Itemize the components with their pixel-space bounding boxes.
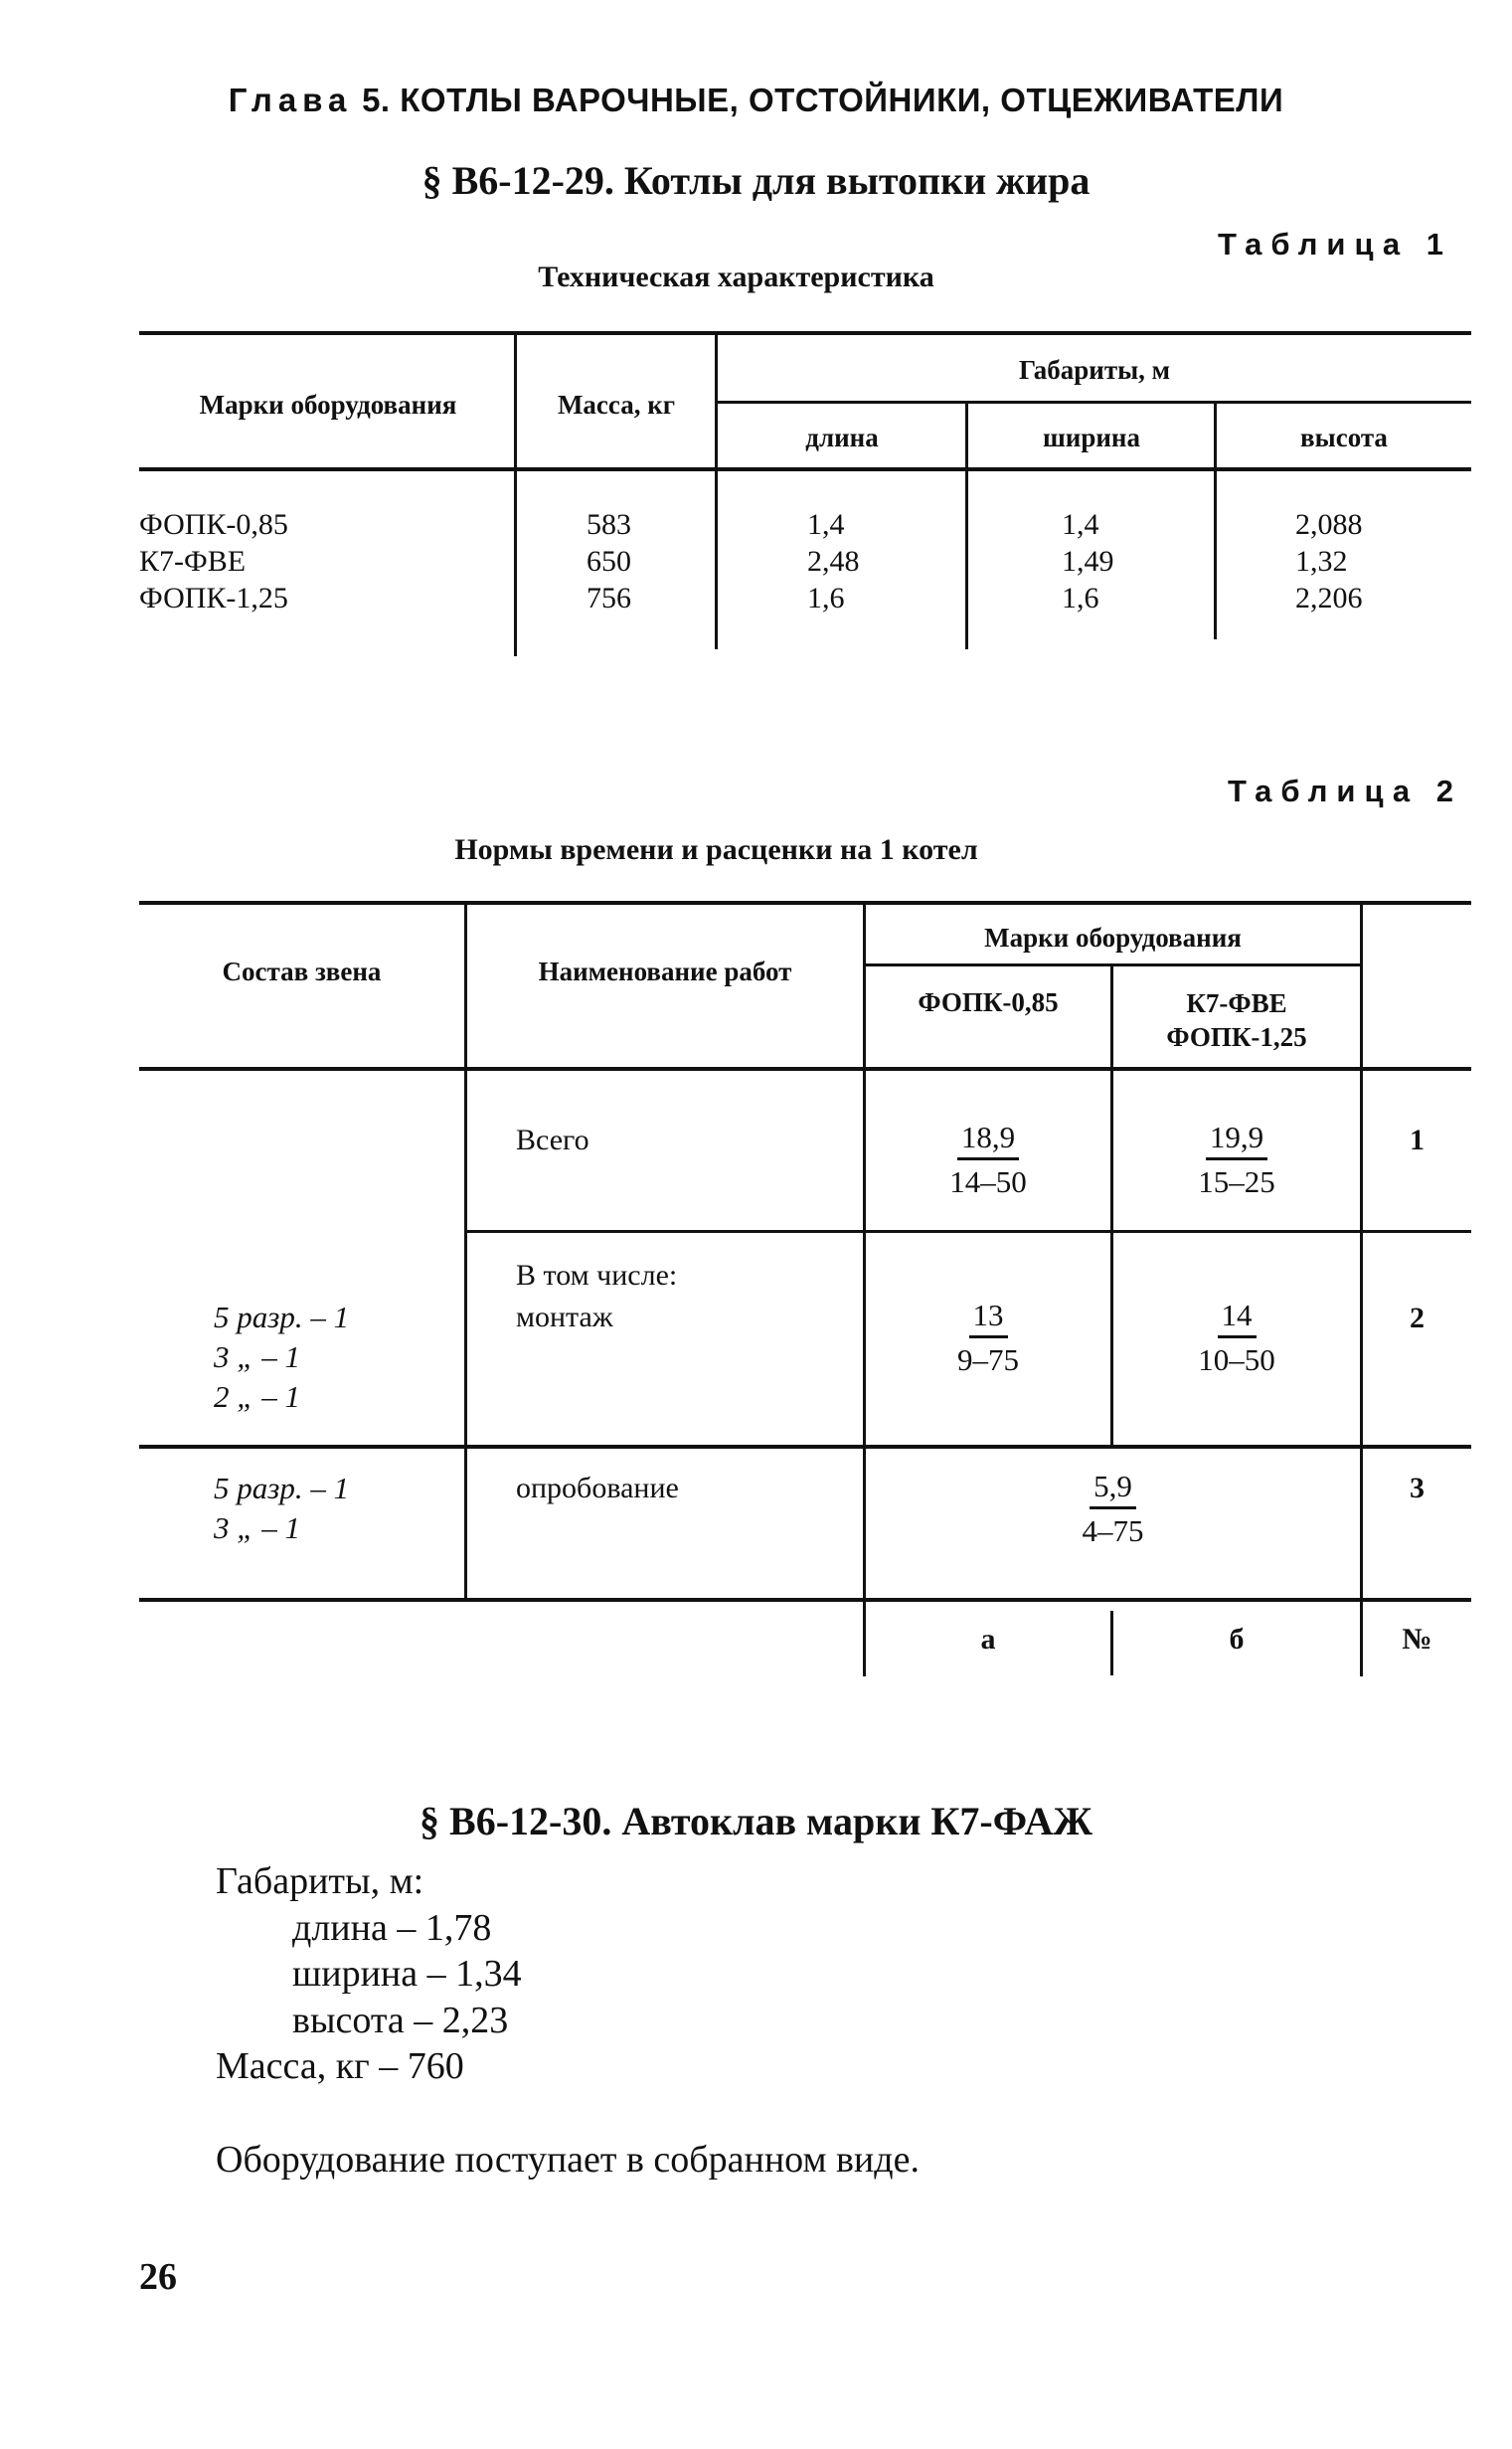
table1-cell: 1,32 [1295,545,1348,578]
section-title-1: § В6-12-29. Котлы для вытопки жира [421,158,1091,203]
table2-row-number: 1 [1410,1124,1425,1156]
table1-header-height: высота [1300,423,1388,452]
chapter-title [0,82,1512,119]
table2-header-work: Наименование работ [538,957,792,986]
table2-header-col-b-line2: ФОПК-1,25 [1166,1022,1307,1052]
table1-header-dims: Габариты, м [1018,355,1171,385]
table2-crew: 5 разр. – 1 3 „ – 1 [214,1471,350,1545]
table2-footer-b: б [1229,1623,1245,1656]
table2-row-number: 2 [1410,1302,1425,1334]
spec-mass: Масса, кг – 760 [216,2045,464,2087]
chapter-text: 5. КОТЛЫ ВАРОЧНЫЕ, ОТСТОЙНИКИ, ОТЦЕЖИВАТЕЛИ [362,82,1284,118]
note-text: Оборудование поступает в собранном виде. [216,2139,920,2181]
chapter-prefix: Глава [228,82,353,118]
page-number: 26 [139,2256,177,2298]
table1-caption: Техническая характеристика [538,261,934,293]
table2-header-col-a: ФОПК-0,85 [918,987,1059,1017]
table1-cell: 1,4 [1062,508,1099,541]
table1-cell: 1,6 [807,582,845,614]
section-title-2: § В6-12-30. Автоклав марки К7-ФАЖ [420,1799,1092,1843]
spec-length: длина – 1,78 [292,1907,492,1949]
table2-work: В том числе: монтаж [516,1259,678,1333]
table2-header-brands: Марки оборудования [984,923,1242,953]
table2-fraction: $\frac{13}{9-75}$ [957,1298,1019,1377]
table2-header-col-b-line1: К7-ФВЕ [1186,988,1287,1018]
table1-cell: К7-ФВЕ [139,545,247,578]
table1-header-width: ширина [1043,423,1140,452]
table2-header-col-b [1113,986,1360,1054]
table1-header-brand: Марки оборудования [199,390,457,420]
table2-crew: 5 разр. – 1 3 „ – 1 2 „ – 1 [214,1300,350,1414]
table2-footer-no: № [1402,1623,1432,1656]
spec-width: ширина – 1,34 [292,1953,522,1995]
table2-fraction: $\frac{18,9}{14-50}$ [949,1120,1027,1199]
table2-caption: Нормы времени и расценки на 1 котел [454,833,978,866]
table1-cell: 1,49 [1062,545,1114,578]
table1-cell: 756 [587,582,631,614]
table2-work: Всего [516,1124,589,1156]
table1-header-mass: Масса, кг [557,390,676,420]
table1-cell: 2,206 [1295,582,1363,614]
table1-cell: 650 [587,545,631,578]
table1-cell: 583 [587,508,631,541]
table2-fraction: $\frac{14}{10-50}$ [1198,1298,1275,1377]
table1-cell: 1,6 [1062,582,1099,614]
table2-header-crew: Состав звена [222,957,382,986]
table1-label: Таблица 1 [1217,227,1452,262]
table1-cell: 2,088 [1295,508,1363,541]
table2-fraction: $\frac{5,9}{4-75}$ [1082,1469,1144,1548]
table2-fraction: $\frac{19,9}{15-25}$ [1198,1120,1275,1199]
table1-cell: 1,4 [807,508,845,541]
table2-work: опробование [516,1472,679,1504]
table1-cell: ФОПК-0,85 [139,508,288,541]
spec-height: высота – 2,23 [292,2000,509,2041]
table2-row-number: 3 [1410,1472,1425,1504]
table1-header-length: длина [805,423,879,452]
spec-dims-title: Габариты, м: [216,1860,424,1902]
table1-cell: ФОПК-1,25 [139,582,288,614]
table2-label: Таблица 2 [1227,774,1462,808]
table2-footer-a: а [980,1623,996,1656]
table1-cell: 2,48 [807,545,860,578]
